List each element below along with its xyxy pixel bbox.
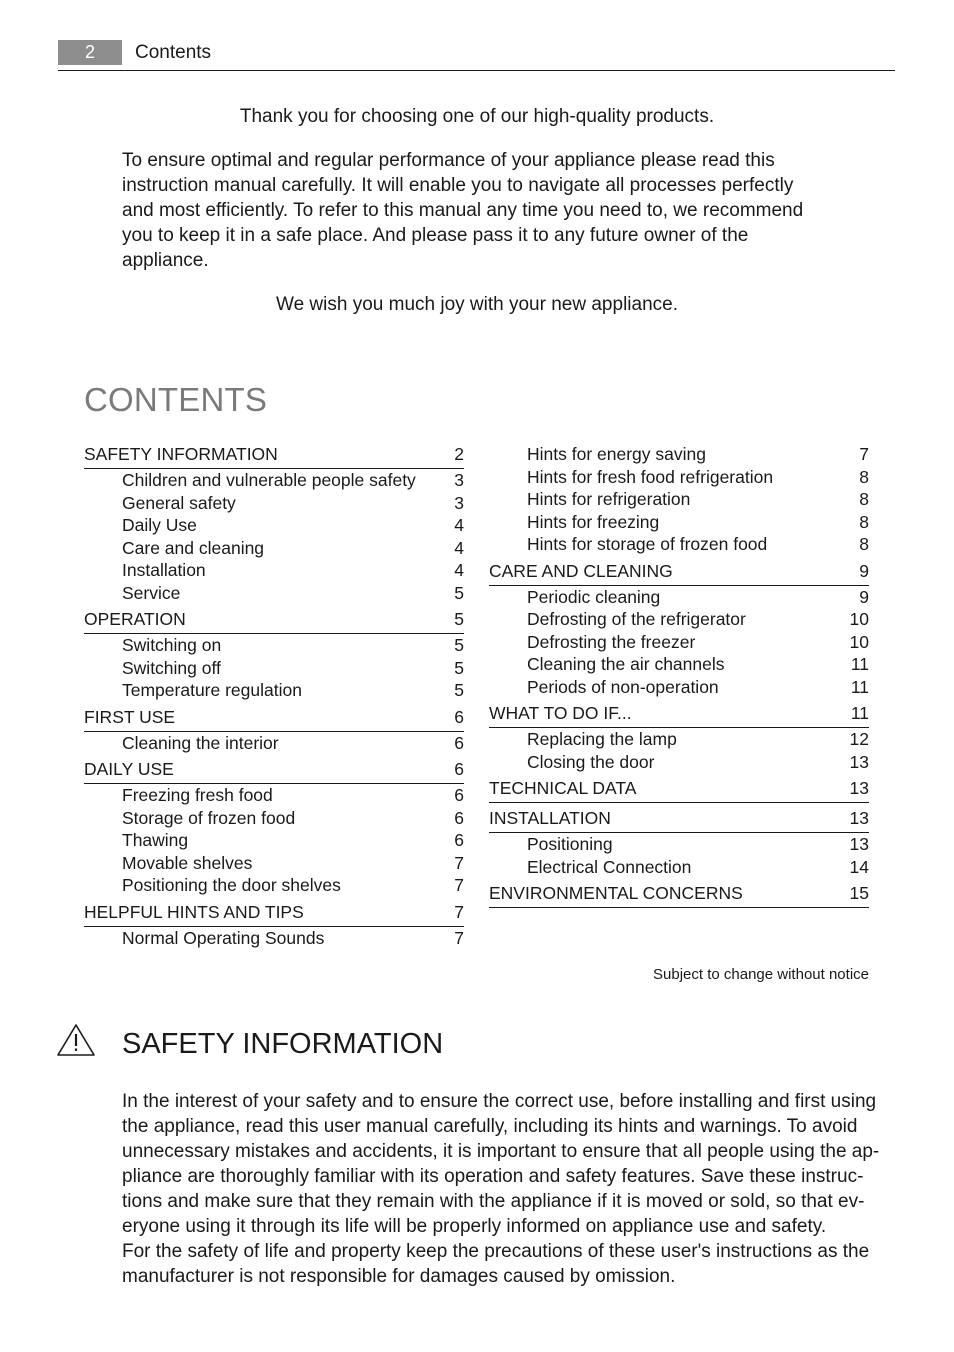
toc-section-page: 6 [454, 759, 464, 779]
toc-entry[interactable] [489, 856, 869, 879]
toc-entry-page: 5 [454, 657, 464, 678]
toc-right-column [489, 443, 869, 908]
toc-entry-page: 13 [849, 751, 869, 772]
toc-section[interactable] [489, 702, 869, 725]
toc-entry-page: 8 [859, 466, 869, 487]
toc-entry[interactable] [84, 469, 464, 492]
safety-text [122, 1089, 892, 1289]
toc-entry[interactable] [84, 679, 464, 702]
toc-entry-title: Storage of frozen food [122, 807, 296, 828]
toc-entry-page: 4 [454, 537, 464, 558]
toc-entry-page: 11 [850, 676, 869, 697]
section-rule [489, 802, 869, 803]
toc-entry-title: Electrical Connection [527, 856, 692, 877]
toc-entry-page: 10 [849, 609, 869, 629]
toc-entry-page: 5 [454, 635, 464, 655]
toc-section-title: WHAT TO DO IF... [489, 703, 632, 723]
toc-section-title: DAILY USE [84, 759, 174, 779]
toc-entry[interactable] [84, 492, 464, 515]
toc-section-title: HELPFUL HINTS AND TIPS [84, 901, 304, 922]
toc-entry-page: 7 [454, 927, 464, 948]
toc-entry-page: 7 [859, 444, 869, 464]
toc-entry-title: Movable shelves [122, 852, 253, 873]
toc-entry-title: Closing the door [527, 751, 655, 772]
toc-section-page: 5 [454, 609, 464, 629]
toc-entry[interactable] [489, 586, 869, 609]
toc-entry-title: Temperature regulation [122, 680, 302, 700]
toc-entry-title: Defrosting the freezer [527, 631, 696, 652]
toc-section-title: ENVIRONMENTAL CONCERNS [489, 883, 743, 903]
section-rule [489, 907, 869, 908]
toc-section-title: SAFETY INFORMATION [84, 444, 278, 464]
toc-section-title: TECHNICAL DATA [489, 778, 637, 798]
toc-entry-page: 6 [454, 807, 464, 828]
header-rule [58, 70, 895, 71]
toc-entry[interactable] [489, 608, 869, 631]
toc-entry[interactable] [489, 728, 869, 751]
toc-entry[interactable] [489, 488, 869, 511]
toc-entry-page: 6 [454, 830, 464, 850]
toc-entry-title: Normal Operating Sounds [122, 927, 325, 948]
toc-entry-title: General safety [122, 492, 236, 513]
toc-entry[interactable] [84, 732, 464, 755]
toc-entry[interactable] [489, 631, 869, 654]
toc-entry-title: Hints for storage of frozen food [527, 534, 768, 554]
toc-section[interactable] [84, 443, 464, 466]
toc-entry[interactable] [84, 927, 464, 950]
toc-entry[interactable] [489, 833, 869, 856]
toc-section-page: 6 [454, 706, 464, 727]
warning-triangle-icon [56, 1023, 96, 1057]
toc-section-page: 13 [849, 778, 869, 798]
toc-entry-title: Switching on [122, 635, 222, 655]
toc-entry[interactable] [489, 533, 869, 556]
toc-section-page: 15 [849, 883, 869, 903]
toc-entry-title: Freezing fresh food [122, 785, 273, 805]
safety-paragraph-1: In the interest of your safety and to ensure the correct use, before installing and first using the appliance, read this user manual carefully, including its hints and warnings. To avoid unnecessary mistakes and accidents, it is important to ensure that all people using the ap- pliance are thoroughly familiar with its operation and safety features. Save these instruc- tions and make sure that they remain with the appliance if it is moved or sold, so that ev- eryone using it through its life will be properly informed on appliance use and safety. [122, 1091, 880, 1237]
toc-entry-title: Installation [122, 560, 206, 580]
contents-heading: CONTENTS [84, 381, 268, 418]
toc-section-title: OPERATION [84, 609, 186, 629]
toc-entry-page: 3 [454, 492, 464, 513]
toc-entry[interactable] [84, 537, 464, 560]
toc-entry[interactable] [84, 829, 464, 852]
toc-section[interactable] [489, 807, 869, 830]
toc-entry-title: Daily Use [122, 515, 197, 535]
toc-entry-title: Positioning the door shelves [122, 875, 341, 895]
toc-section[interactable] [84, 706, 464, 729]
toc-entry-page: 9 [859, 586, 869, 607]
toc-entry-page: 14 [849, 856, 869, 877]
toc-section[interactable] [84, 901, 464, 924]
joy-line: We wish you much joy with your new appliance. [275, 294, 678, 315]
toc-entry-page: 3 [454, 470, 464, 490]
toc-entry-title: Hints for energy saving [527, 444, 706, 464]
toc-entry-page: 6 [454, 732, 464, 753]
toc-left-column [84, 443, 464, 949]
toc-entry-page: 8 [859, 534, 869, 554]
toc-entry[interactable] [84, 582, 464, 605]
toc-section-page: 11 [850, 703, 869, 723]
toc-entry-page: 4 [454, 515, 464, 535]
toc-entry-title: Hints for fresh food refrigeration [527, 466, 774, 487]
toc-section[interactable] [84, 608, 464, 631]
safety-heading: SAFETY INFORMATION [122, 1028, 444, 1060]
toc-entry-title: Children and vulnerable people safety [122, 470, 416, 490]
page-number: 2 [58, 40, 122, 65]
toc-entry[interactable] [489, 676, 869, 699]
toc-entry-title: Periods of non-operation [527, 676, 719, 697]
toc-entry-page: 10 [849, 631, 869, 652]
safety-paragraph-2: For the safety of life and property keep the precautions of these user's instructions as the manufacturer is not responsible for damages caused by omission. [122, 1241, 870, 1287]
toc-entry-page: 8 [859, 489, 869, 509]
toc-entry-page: 5 [454, 582, 464, 603]
toc-entry-page: 11 [850, 654, 869, 674]
toc-entry-title: Cleaning the air channels [527, 654, 725, 674]
toc-section[interactable] [489, 882, 869, 905]
toc-entry-title: Positioning [527, 834, 613, 854]
toc-section[interactable] [489, 777, 869, 800]
toc-entry-title: Defrosting of the refrigerator [527, 609, 746, 629]
toc-entry-page: 6 [454, 785, 464, 805]
toc-entry-title: Periodic cleaning [527, 586, 661, 607]
toc-section[interactable] [84, 758, 464, 781]
toc-entry[interactable] [84, 784, 464, 807]
toc-section-page: 2 [454, 444, 464, 464]
toc-entry-title: Service [122, 582, 181, 603]
toc-entry-title: Care and cleaning [122, 537, 265, 558]
toc-entry-title: Switching off [122, 657, 221, 678]
toc-section-page: 13 [849, 808, 869, 828]
running-header-title: Contents [135, 42, 212, 63]
toc-entry[interactable] [84, 807, 464, 830]
intro-paragraph: To ensure optimal and regular performance of your appliance please read this instruction manual carefully. It will enable you to navigate all processes perfectly and most efficiently. To refer to this manual any time you need to, we recommend you to keep it in a safe place. And please pass it to any future owner of the appliance. [122, 150, 804, 271]
toc-section-title: FIRST USE [84, 706, 176, 727]
toc-entry-title: Hints for refrigeration [527, 489, 691, 509]
toc-entry-title: Replacing the lamp [527, 729, 677, 749]
toc-entry[interactable] [489, 653, 869, 676]
toc-entry[interactable] [84, 874, 464, 897]
toc-entry-page: 8 [859, 511, 869, 532]
toc-section[interactable] [489, 560, 869, 583]
toc-entry[interactable] [84, 634, 464, 657]
toc-entry-title: Hints for freezing [527, 511, 660, 532]
change-notice: Subject to change without notice [653, 966, 869, 983]
toc-entry-title: Thawing [122, 830, 189, 850]
toc-entry-title: Cleaning the interior [122, 732, 279, 753]
toc-section-page: 7 [454, 901, 464, 922]
toc-entry[interactable] [489, 511, 869, 534]
toc-entry[interactable] [84, 852, 464, 875]
toc-entry-page: 7 [454, 852, 464, 873]
toc-entry-page: 7 [454, 875, 464, 895]
thanks-line: Thank you for choosing one of our high-quality products. [239, 106, 715, 127]
toc-section-title: INSTALLATION [489, 808, 611, 828]
toc-entry-page: 13 [849, 834, 869, 854]
toc-section-page: 9 [859, 560, 869, 581]
toc-entry[interactable] [84, 657, 464, 680]
toc-entry[interactable] [489, 466, 869, 489]
toc-entry[interactable] [489, 443, 869, 466]
toc-entry[interactable] [84, 559, 464, 582]
toc-entry-page: 12 [849, 729, 869, 749]
toc-section-title: CARE AND CLEANING [489, 560, 673, 581]
toc-entry-page: 5 [454, 680, 464, 700]
toc-entry[interactable] [489, 751, 869, 774]
toc-entry[interactable] [84, 514, 464, 537]
toc-entry-page: 4 [454, 560, 464, 580]
